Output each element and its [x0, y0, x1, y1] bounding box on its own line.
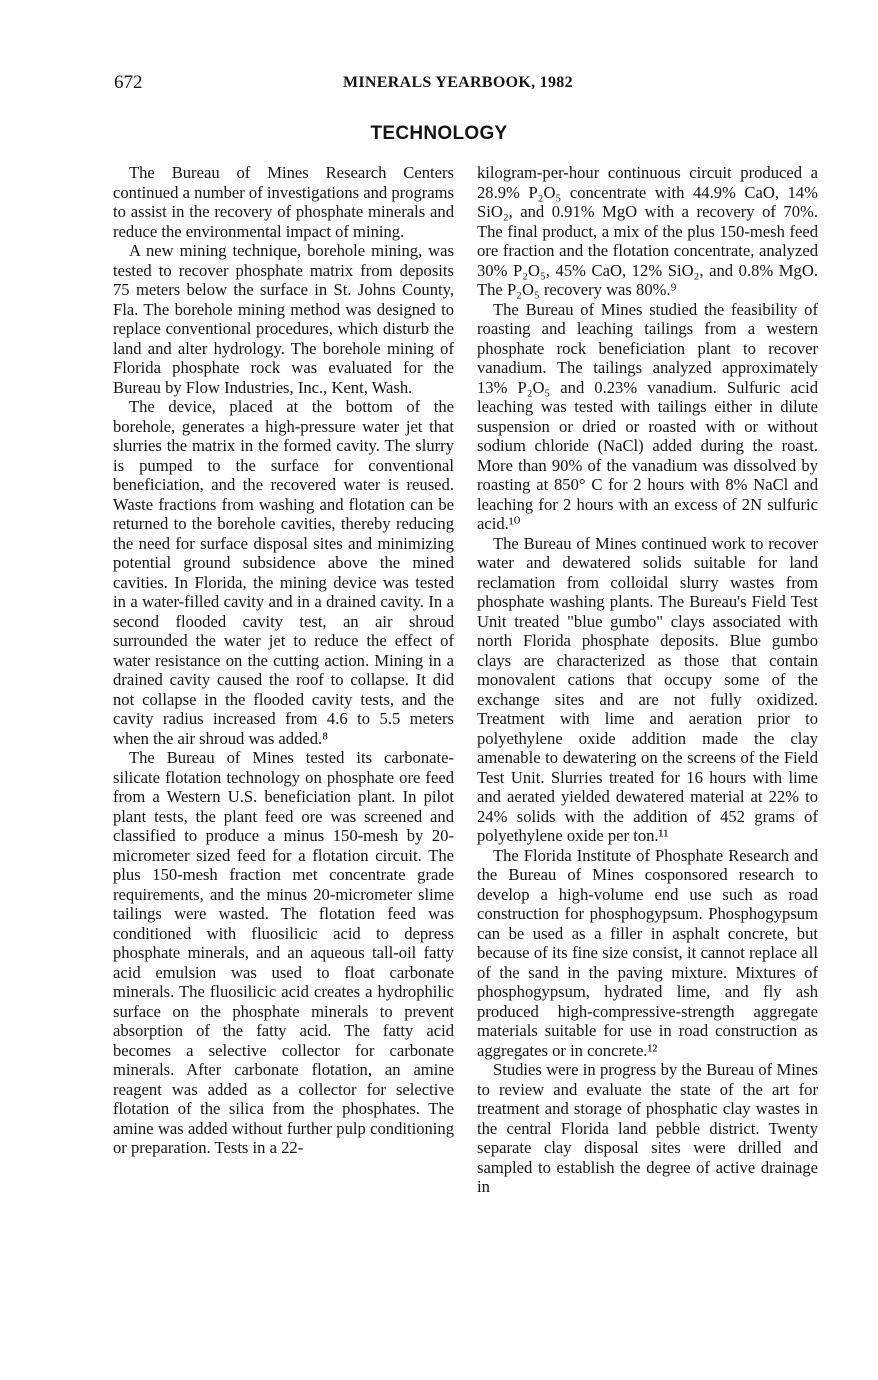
paragraph: The device, placed at the bottom of the borehole, generates a high-pressure water jet that slurries the matrix in the formed cavity. The slurry is pumped to the surface for conventional beneficiation, and the recovered water is reused. Waste fractions from washing and flotation can be returned to the borehole cavities, thereby reducing the need for surface disposal sites and minimizing potential ground subsidence above the mined cavities. In Florida, the mining device was tested in a water-filled cavity and in a drained cavity. In a second flooded cavity test, an air shroud surrounded the water jet to reduce the effect of water resistance on the cutting action. Mining in a drained cavity caused the roof to collapse. It did not collapse in the flooded cavity tests, and the cavity radius increased from 4.6 to 5.5 meters when the air shroud was added.⁸: [113, 397, 454, 748]
paragraph: The Bureau of Mines tested its carbonate-silicate flotation technology on phosphate ore feed from a Western U.S. beneficiation plant. In pilot plant tests, the plant feed ore was screened and classified to produce a minus 150-mesh by 20-micrometer sized feed for a flotation circuit. The plus 150-mesh fraction met concentrate grade requirements, and the minus 20-micrometer slime tailings were wasted. The flotation feed was conditioned with fluosilicic acid to depress phosphate minerals, and an aqueous tall-oil fatty acid emulsion was used to float carbonate minerals. The fluosilicic acid creates a hydrophilic surface on the phosphate minerals to prevent absorption of the fatty acid. The fatty acid becomes a selective collector for carbonate minerals. After carbonate flotation, an amine reagent was added as a collector for selective flotation of the silica from the phosphates. The amine was added without further pulp conditioning or preparation. Tests in a 22-: [113, 748, 454, 1157]
paragraph: The Florida Institute of Phosphate Research and the Bureau of Mines cosponsored research to develop a high-volume end use such as road construction for phosphogypsum. Phosphogypsum can be used as a filler in asphalt concrete, but because of its fine size consist, it cannot replace all of the sand in the paving mixture. Mixtures of phosphogypsum, hydrated lime, and fly ash produced high-compressive-strength aggregate materials suitable for use in road construction as aggregates or in concrete.¹²: [477, 845, 818, 1060]
paragraph: Studies were in progress by the Bureau of Mines to review and evaluate the state of the art for treatment and storage of phosphatic clay wastes in the central Florida land pebble district. Twenty separate clay disposal sites were drilled and sampled to establish the degree of active drainage in: [477, 1060, 818, 1196]
running-header: [114, 72, 819, 98]
paragraph-continued: kilogram-per-hour continuous circuit produced a 28.9% P₂O₅ concentrate with 44.9% CaO, 14% SiO₂, and 0.91% MgO with a recovery of 70%. The final product, a mix of the plus 150-mesh feed ore fraction and the flotation concentrate, analyzed 30% P₂O₅, 45% CaO, 12% SiO₂, and 0.8% MgO. The P₂O₅ recovery was 80%.⁹: [477, 163, 818, 299]
running-title: MINERALS YEARBOOK, 1982: [343, 74, 573, 91]
page-number: 672: [114, 72, 143, 93]
right-column: [477, 163, 818, 1197]
left-column: [113, 163, 454, 1158]
paragraph: The Bureau of Mines studied the feasibility of roasting and leaching tailings from a western phosphate rock beneficiation plant to recover vanadium. The tailings analyzed approximately 13% P₂O₅ and 0.23% vanadium. Sulfuric acid leaching was tested with tailings either in dilute suspension or dried or roasted with or without sodium chloride (NaCl) added during the roast. More than 90% of the vanadium was dissolved by roasting at 850° C for 2 hours with 8% NaCl and leaching for 2 hours with an excess of 2N sulfuric acid.¹⁰: [477, 299, 818, 533]
paragraph: The Bureau of Mines Research Centers continued a number of investigations and programs to assist in the recovery of phosphate minerals and reduce the environmental impact of mining.: [113, 163, 455, 241]
paragraph: A new mining technique, borehole mining, was tested to recover phosphate matrix from deposits 75 meters below the surface in St. Johns County, Fla. The borehole mining method was designed to replace conventional procedures, which disturb the land and alter hydrology. The borehole mining of Florida phosphate rock was evaluated for the Bureau by Flow Industries, Inc., Kent, Wash.: [113, 241, 454, 397]
paragraph: The Bureau of Mines continued work to recover water and dewatered solids suitable for land reclamation from colloidal slurry wastes from phosphate washing plants. The Bureau's Field Test Unit treated "blue gumbo" clays associated with north Florida phosphate deposits. Blue gumbo clays are characterized as those that contain monovalent cations that occupy some of the exchange sites and are not fully oxidized. Treatment with lime and aeration prior to polyethylene oxide addition made the clay amenable to dewatering on the screens of the Field Test Unit. Slurries treated for 16 hours with lime and aerated yielded dewatered material at 22% to 24% solids with the addition of 452 grams of polyethylene oxide per ton.¹¹: [477, 533, 818, 845]
section-title: TECHNOLOGY: [370, 123, 508, 144]
